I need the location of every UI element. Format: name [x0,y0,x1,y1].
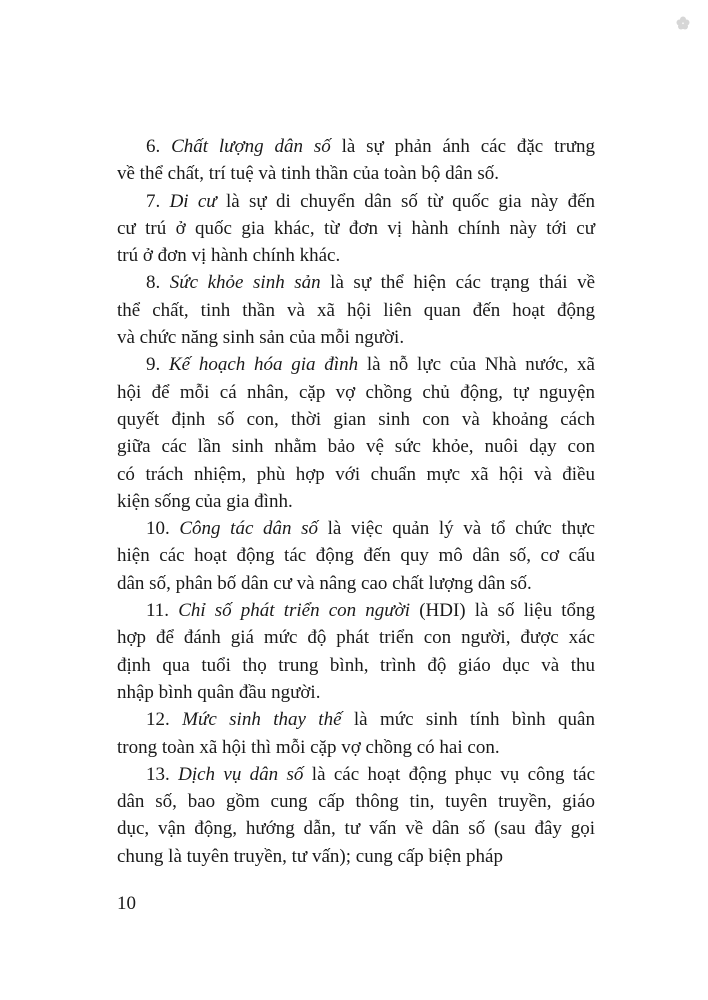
flower-icon [676,16,690,30]
text-segment: cư trú ở quốc gia khác, từ đơn vị hành chính này tới cư [117,217,595,239]
defined-term: Sức khỏe sinh sản [169,272,321,294]
paragraph [117,515,595,597]
text-segment: và chức năng sinh sản của mỗi người. [117,327,405,349]
text-segment: giữa các lần sinh nhằm bảo vệ sức khỏe, nuôi dạy con [117,436,595,458]
text-line [117,488,595,515]
text-segment: 12. [146,709,183,731]
paragraph [117,706,595,761]
text-line [117,761,595,788]
text-line [117,406,595,433]
text-segment: 7. [146,190,170,212]
text-segment: định qua tuổi thọ trung bình, trình độ giáo dục và thu [117,654,595,676]
text-line [117,351,595,378]
text-line [117,679,595,706]
defined-term: Chỉ số phát triển con người [178,600,411,622]
paragraph [117,188,595,270]
text-line [117,133,595,160]
text-line [117,160,595,187]
text-segment: 6. [146,136,172,157]
text-line [117,597,595,624]
text-line [117,652,595,679]
text-segment: trú ở đơn vị hành chính khác. [117,245,341,267]
text-segment: trong toàn xã hội thì mỗi cặp vợ chồng có hai con. [117,736,500,758]
text-line [117,815,595,842]
page-number: 10 [117,893,136,914]
text-segment: thể chất, tinh thần và xã hội liên quan đến hoạt động [117,299,595,321]
text-segment: là nỗ lực của Nhà nước, xã [358,354,595,376]
text-segment: là sự thể hiện các trạng thái về [320,272,596,294]
text-line [117,269,595,296]
paragraph [117,133,595,188]
text-line [117,542,595,569]
text-segment: dân số, bao gồm cung cấp thông tin, tuyên truyền, giáo [117,791,595,813]
defined-term: Kế hoạch hóa gia đình [169,354,359,376]
defined-term: Di cư [169,190,217,212]
text-line [117,788,595,815]
text-line [117,624,595,651]
text-segment: hợp để đánh giá mức độ phát triển con người, được xác [117,627,595,649]
defined-term: Công tác dân số [179,518,319,540]
text-segment: có trách nhiệm, phù hợp với chuẩn mực xã hội và điều [117,463,595,485]
text-segment: 10. [146,518,180,540]
text-line [117,242,595,269]
text-line [117,843,595,870]
text-segment: là các hoạt động phục vụ công tác [303,763,596,785]
text-line [117,461,595,488]
paragraph [117,761,595,870]
text-line [117,324,595,351]
text-segment: hiện các hoạt động tác động đến quy mô dân số, cơ cấu [117,545,595,567]
paragraph [117,269,595,351]
text-line [117,379,595,406]
text-line [117,515,595,542]
text-segment: 9. [146,354,169,376]
text-segment: về thể chất, trí tuệ và tinh thần của toàn bộ dân số. [117,163,499,185]
text-segment: dục, vận động, hướng dẫn, tư vấn về dân số (sau đây gọi [117,818,595,840]
text-segment: 8. [146,272,170,294]
text-segment: 11. [146,600,179,622]
document-body [117,133,595,870]
text-line [117,433,595,460]
paragraph [117,597,595,706]
text-line [117,570,595,597]
text-segment: 13. [146,763,179,785]
text-segment: là sự di chuyển dân số từ quốc gia này đến [216,190,596,212]
text-line [117,734,595,761]
text-segment: dân số, phân bố dân cư và nâng cao chất lượng dân số. [117,572,532,594]
paragraph [117,351,595,515]
text-segment: kiện sống của gia đình. [117,490,293,512]
text-line [117,297,595,324]
text-segment: (HDI) là số liệu tổng [410,600,596,622]
text-line [117,188,595,215]
text-segment: là mức sinh tính bình quân [341,709,595,731]
text-line [117,215,595,242]
text-segment: nhập bình quân đầu người. [117,681,321,703]
text-line [117,706,595,733]
text-segment: là sự phản ánh các đặc trưng [330,136,595,157]
defined-term: Dịch vụ dân số [178,763,304,785]
defined-term: Mức sinh thay thế [182,709,342,731]
text-segment: chung là tuyên truyền, tư vấn); cung cấp biện pháp [117,845,503,867]
defined-term: Chất lượng dân số [171,136,331,157]
text-segment: quyết định số con, thời gian sinh con và khoảng cách [117,408,595,430]
text-segment: hội để mỗi cá nhân, cặp vợ chồng chủ động, tự nguyện [117,381,595,403]
text-segment: là việc quản lý và tổ chức thực [318,518,595,540]
